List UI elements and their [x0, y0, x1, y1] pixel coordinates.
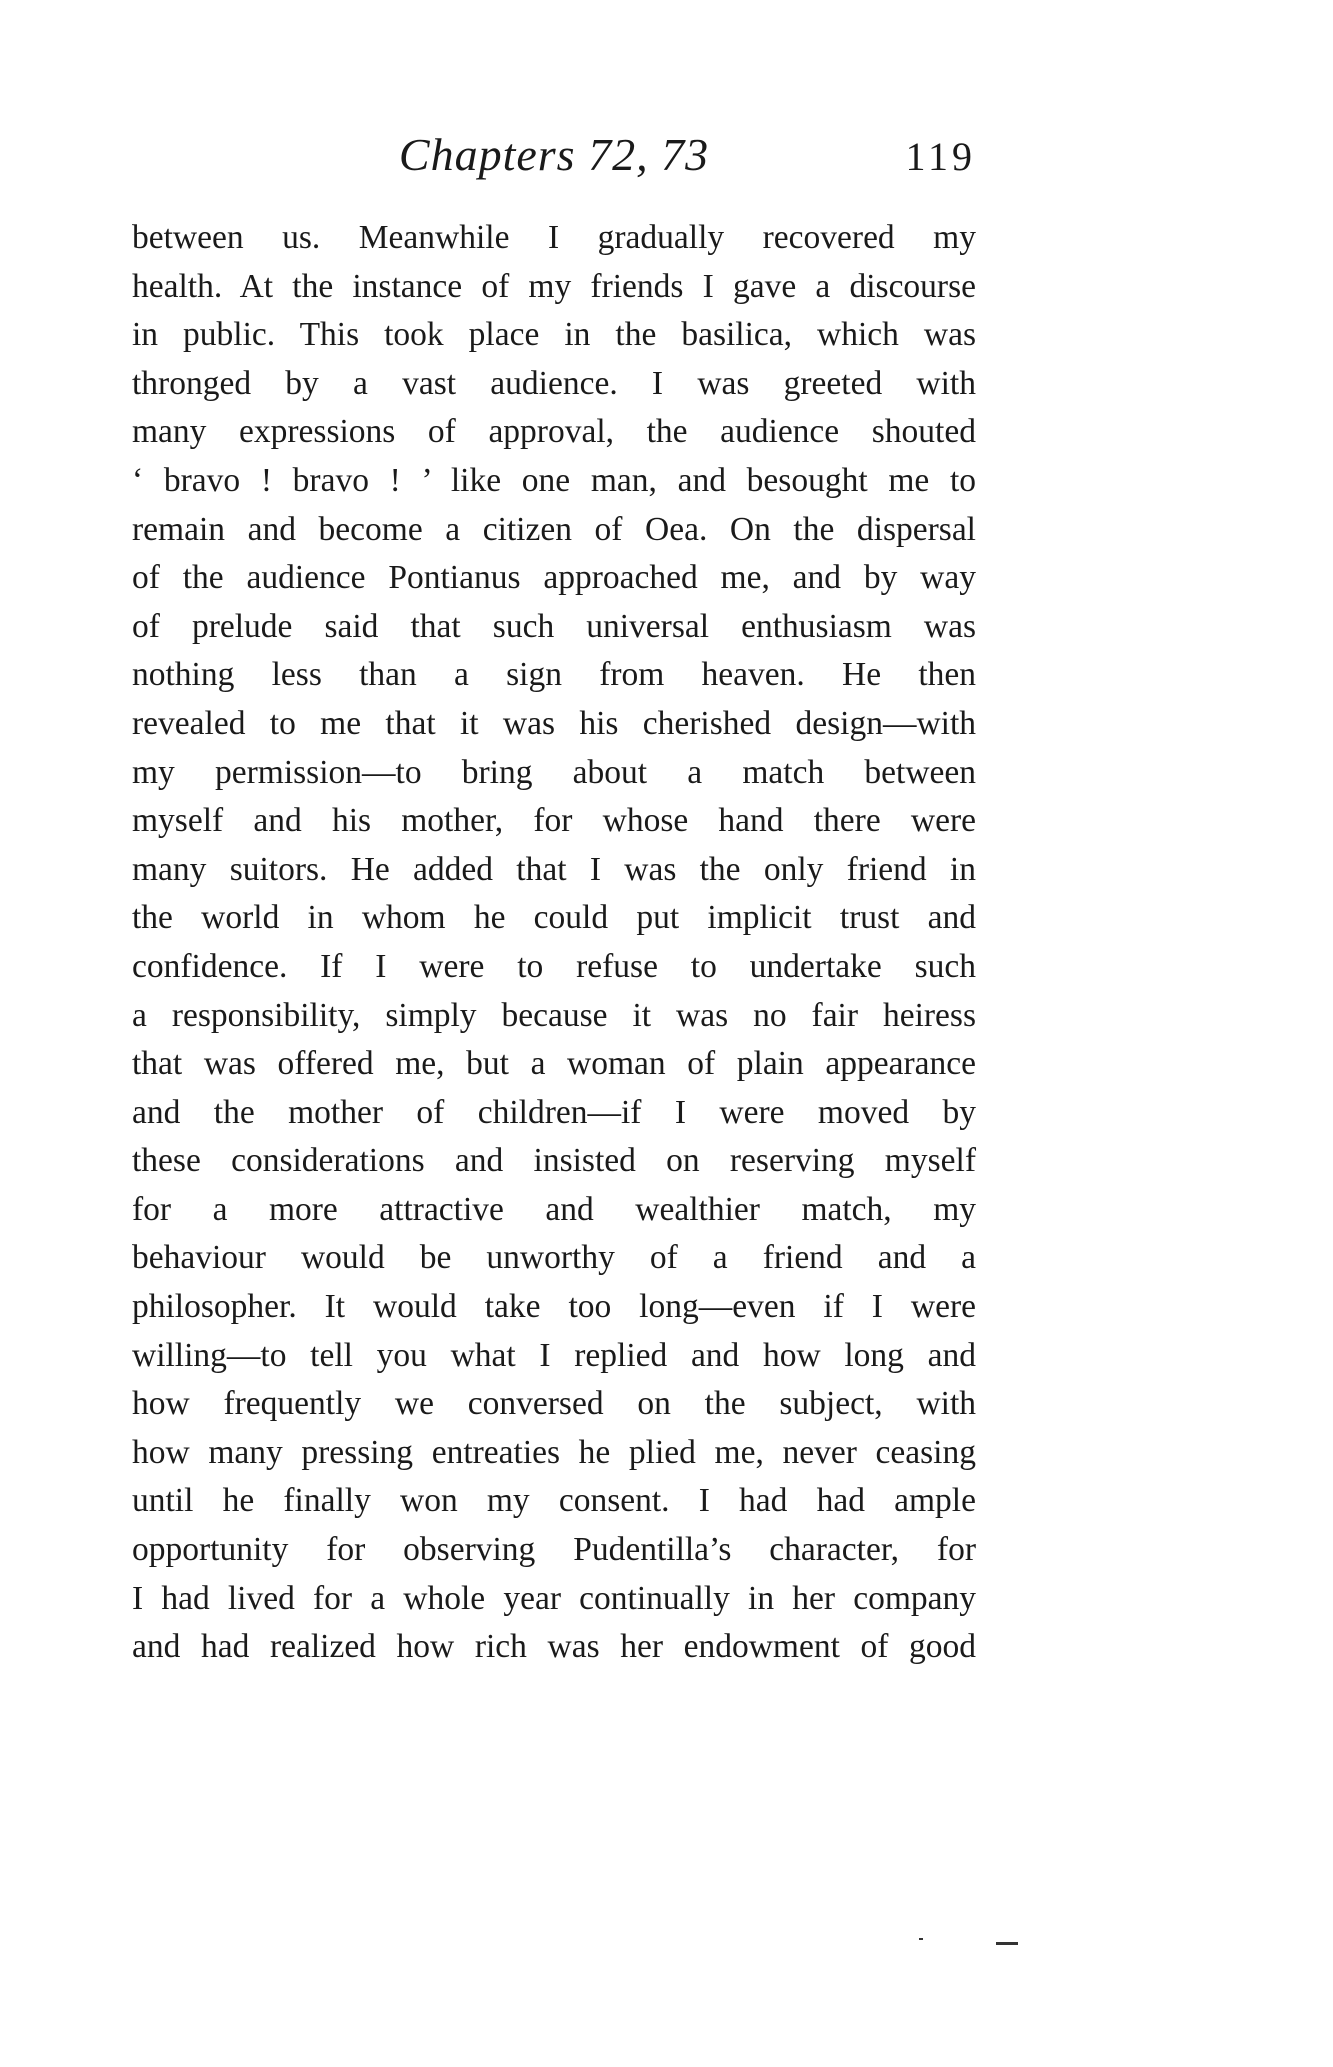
text-line: in public. This took place in the basilica, which was	[132, 316, 976, 354]
text-line: until he finally won my consent. I had had ample	[132, 1482, 976, 1520]
text-line: between us. Meanwhile I gradually recovered my	[132, 219, 976, 256]
text-line: philosopher. It would take too long—even if I were	[132, 1288, 976, 1326]
scan-speck	[996, 1942, 1018, 1945]
running-head	[132, 125, 976, 185]
text-line: and the mother of children—if I were moved by	[132, 1093, 976, 1131]
page-number: 119	[905, 134, 976, 179]
text-line: of prelude said that such universal enthusiasm was	[132, 607, 976, 645]
text-line: for a more attractive and wealthier match, my	[132, 1190, 976, 1228]
text-line: remain and become a citizen of Oea. On the dispersal	[132, 510, 976, 548]
text-line: nothing less than a sign from heaven. He then	[132, 656, 976, 694]
text-line: health. At the instance of my friends I gave a discourse	[132, 267, 976, 305]
text-line: many expressions of approval, the audience shouted	[132, 413, 976, 451]
text-line: willing—to tell you what I replied and how long and	[132, 1336, 976, 1374]
text-line: opportunity for observing Pudentilla’s character, for	[132, 1531, 976, 1569]
text-line: how many pressing entreaties he plied me, never ceasing	[132, 1433, 976, 1471]
text-line: how frequently we conversed on the subject, with	[132, 1385, 976, 1423]
text-line: the world in whom he could put implicit trust and	[132, 899, 976, 937]
text-line: behaviour would be unworthy of a friend and a	[132, 1239, 976, 1277]
text-line: I had lived for a whole year continually in her company	[132, 1579, 976, 1617]
text-line: of the audience Pontianus approached me, and by way	[132, 559, 976, 597]
text-line: confidence. If I were to refuse to undertake such	[132, 947, 976, 985]
text-line: myself and his mother, for whose hand there were	[132, 802, 976, 840]
running-title: Chapters 72, 73	[398, 129, 710, 180]
body-text	[132, 214, 976, 1672]
text-line: and had realized how rich was her endowment of good	[132, 1628, 976, 1666]
text-line: revealed to me that it was his cherished design—with	[132, 704, 976, 742]
text-line: these considerations and insisted on reserving myself	[132, 1142, 976, 1180]
text-line: a responsibility, simply because it was no fair heiress	[132, 996, 976, 1034]
text-line: many suitors. He added that I was the only friend in	[132, 850, 976, 888]
text-line: my permission—to bring about a match between	[132, 753, 976, 791]
text-line: ‘ bravo ! bravo ! ’ like one man, and besought me to	[132, 461, 976, 499]
text-line: thronged by a vast audience. I was greeted with	[132, 364, 976, 402]
text-line: that was offered me, but a woman of plain appearance	[132, 1045, 976, 1083]
scan-speck	[919, 1938, 923, 1940]
